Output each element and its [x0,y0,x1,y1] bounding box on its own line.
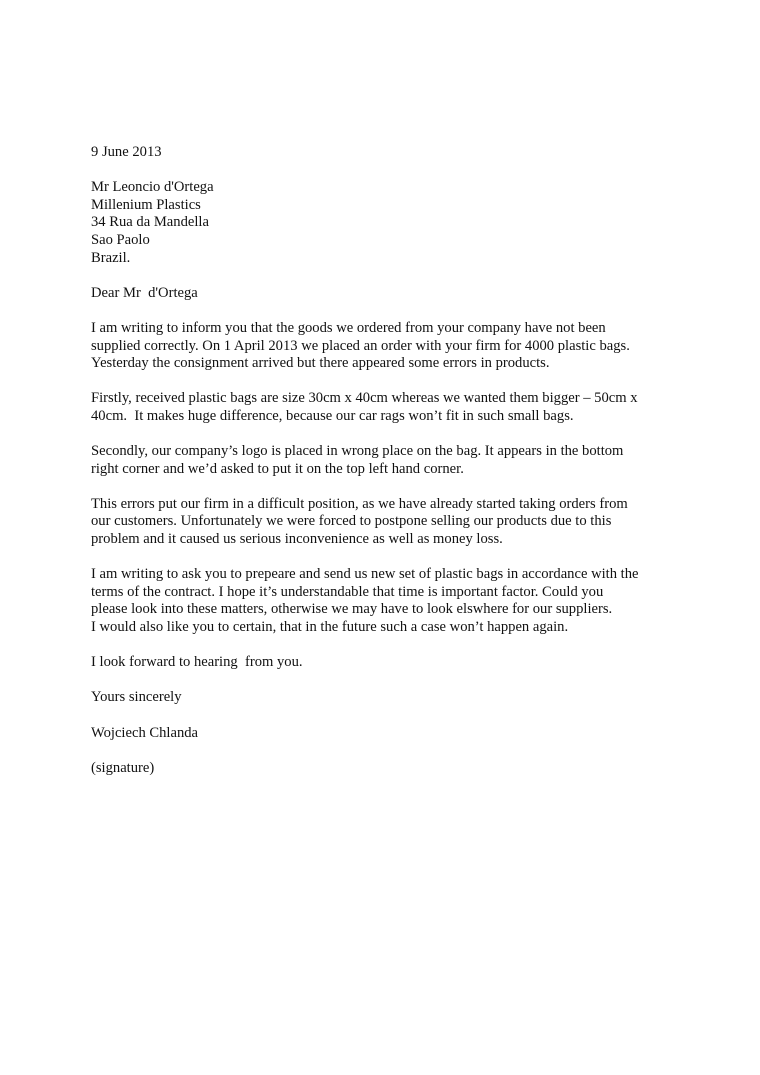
signature-note: (signature) [91,759,155,776]
paragraph-4 [91,496,681,549]
letter-body [91,144,681,795]
paragraph-line: Secondly, our company’s logo is placed in wrong place on the bag. It appears in the bottom [91,443,624,460]
recipient-name: Mr Leoncio d'Ortega [91,179,214,196]
paragraph-line: right corner and we’d asked to put it on the top left hand corner. [91,460,464,477]
signer-name: Wojciech Chlanda [91,724,199,741]
salutation: Dear Mr d'Ortega [91,284,198,301]
paragraph-line: I am writing to inform you that the goods we ordered from your company have not been [91,319,606,336]
paragraph-line: Yesterday the consignment arrived but there appeared some errors in products. [91,355,550,372]
paragraph-line: problem and it caused us serious inconvenience as well as money loss. [91,531,503,548]
paragraph-2 [91,390,681,425]
closing: Yours sincerely [91,689,182,706]
paragraph-line: our customers. Unfortunately we were forced to postpone selling our products due to this [91,513,612,530]
paragraph-line: Firstly, received plastic bags are size 30cm x 40cm whereas we wanted them bigger – 50cm x [91,390,638,407]
recipient-company: Millenium Plastics [91,196,201,213]
paragraph-line: This errors put our firm in a difficult position, as we have already started taking orders from [91,495,628,512]
paragraph-line: please look into these matters, otherwise we may have to look elswhere for our suppliers. [91,601,613,618]
paragraph-line: supplied correctly. On 1 April 2013 we placed an order with your firm for 4000 plastic bags. [91,337,630,354]
paragraph-line: terms of the contract. I hope it’s understandable that time is important factor. Could you [91,583,604,600]
recipient-city: Sao Paolo [91,231,150,248]
paragraph-line: I am writing to ask you to prepeare and send us new set of plastic bags in accordance with the [91,566,639,583]
paragraph-line: 40cm. It makes huge difference, because our car rags won’t fit in such small bags. [91,407,574,424]
paragraph-1 [91,320,681,373]
paragraph-6 [91,654,681,672]
recipient-country: Brazil. [91,249,131,266]
recipient-address [91,179,681,267]
paragraph-5 [91,566,681,636]
paragraph-line: I would also like you to certain, that in the future such a case won’t happen again. [91,619,569,636]
paragraph-3 [91,443,681,478]
paragraph-line: I look forward to hearing from you. [91,654,303,671]
recipient-street: 34 Rua da Mandella [91,214,209,231]
letter-date: 9 June 2013 [91,144,162,160]
